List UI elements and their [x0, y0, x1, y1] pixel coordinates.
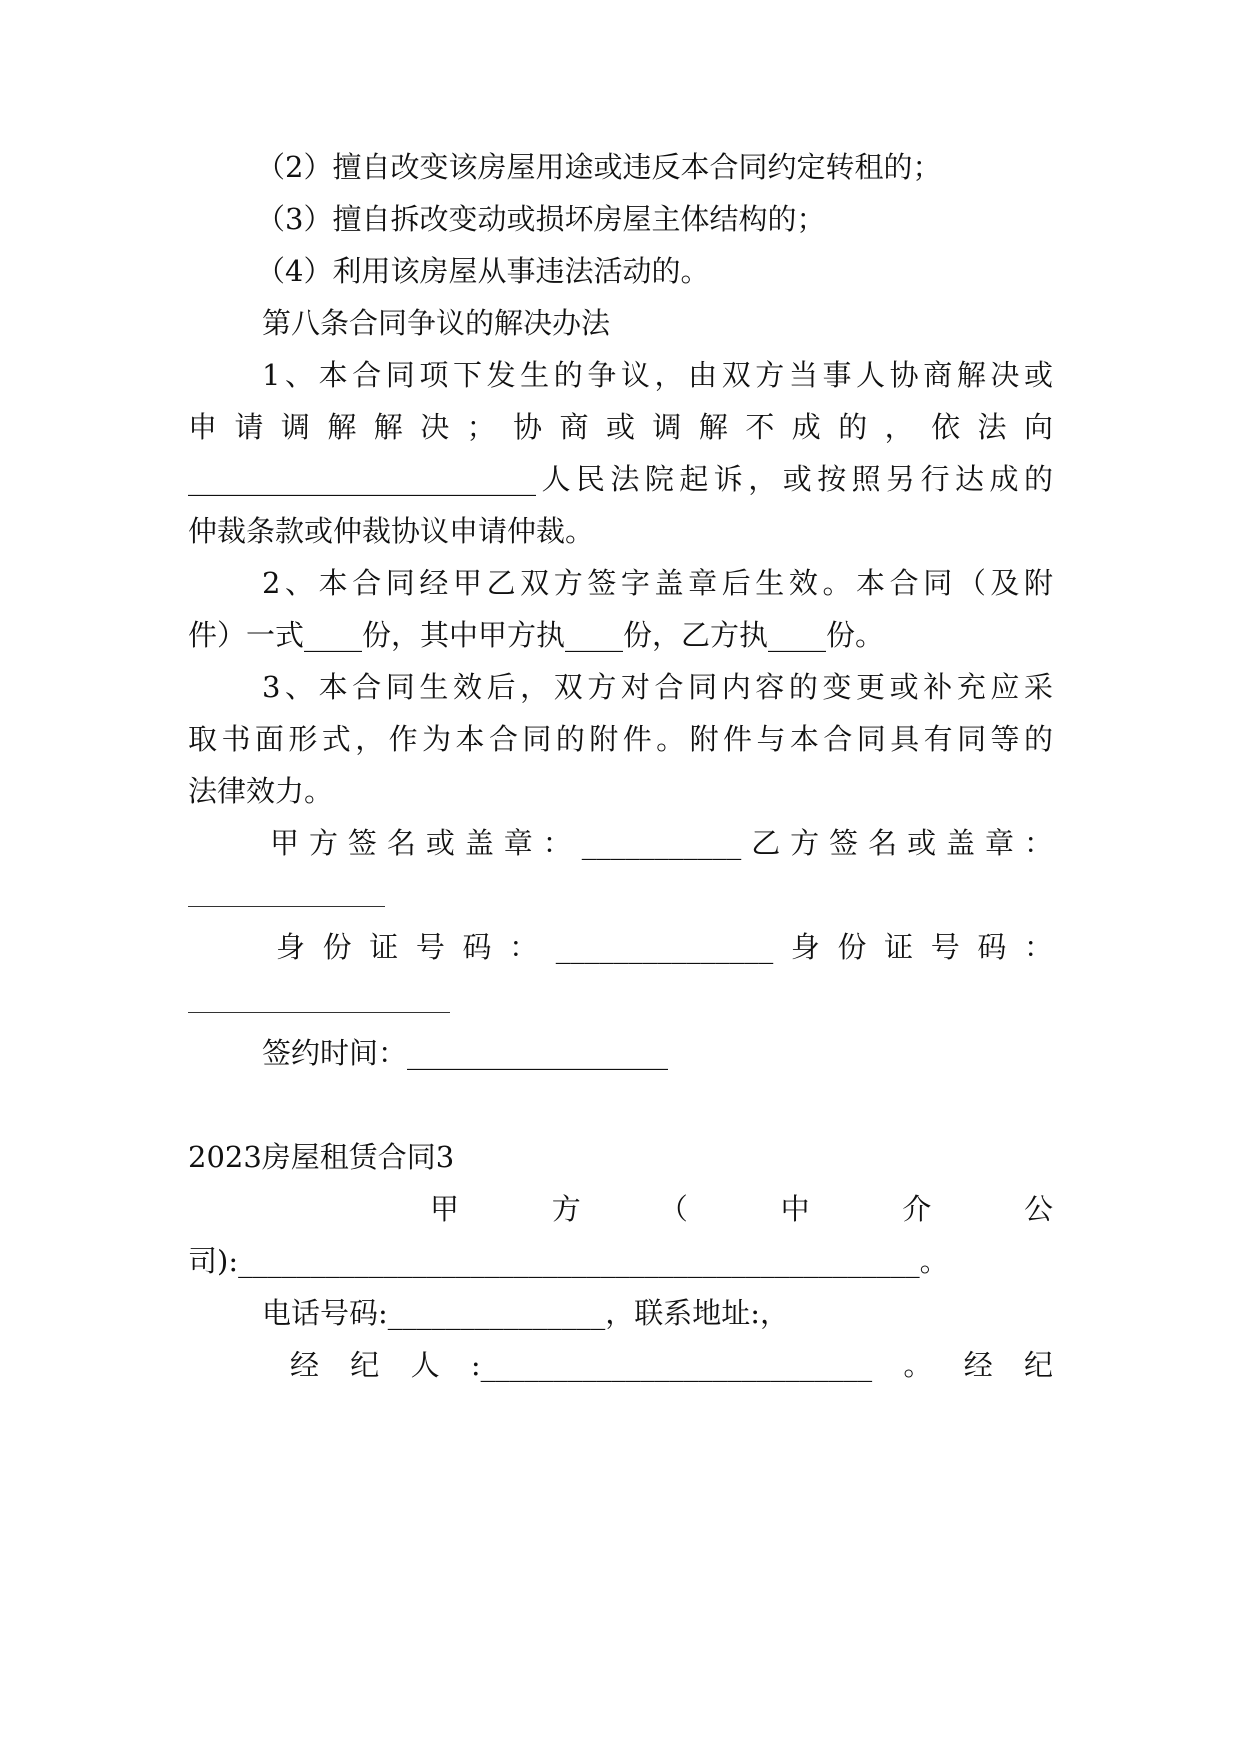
signature-line: 甲方签名或盖章：___________乙方签名或盖章：: [270, 826, 1053, 860]
dispute-para-line-4: 仲裁条款或仲裁协议申请仲裁。: [188, 514, 595, 548]
party-a-line-1: 甲 方 （ 中 介 公: [430, 1192, 1053, 1226]
dispute-para-line-2: 申请调解解决；协商或调解不成的，依法向: [188, 410, 1053, 444]
signature-blank-rule: [188, 906, 385, 907]
effect-para-line-1: 2、本合同经甲乙双方签字盖章后生效。本合同（及附: [262, 566, 1053, 600]
id-number-line: 身份证号码：_______________身份证号码：: [276, 930, 1053, 964]
agent-line: 经纪人:___________________________。经纪: [290, 1348, 1053, 1382]
section-title: 2023房屋租赁合同3: [188, 1140, 455, 1174]
amend-para-line-2: 取书面形式，作为本合同的附件。附件与本合同具有同等的: [188, 722, 1053, 756]
party-a-line-2: 司):_______________________________________________。: [188, 1244, 949, 1278]
amend-para-line-3: 法律效力。: [188, 774, 334, 808]
phone-address-line: 电话号码:_______________，联系地址:，: [262, 1296, 790, 1330]
clause-4: （4）利用该房屋从事违法活动的。: [256, 254, 710, 288]
dispute-para-line-1: 1、本合同项下发生的争议，由双方当事人协商解决或: [262, 358, 1053, 392]
clause-2: （2）擅自改变该房屋用途或违反本合同约定转租的；: [256, 150, 942, 184]
signing-date-line: 签约时间：__________________: [262, 1036, 669, 1070]
clause-3: （3）擅自拆改变动或损坏房屋主体结构的；: [256, 202, 826, 236]
article-8-heading: 第八条合同争议的解决办法: [262, 306, 611, 340]
effect-para-line-2: 件）一式____份，其中甲方执____份，乙方执____份。: [188, 618, 885, 652]
dispute-para-line-3: ________________________人民法院起诉，或按照另行达成的: [188, 462, 1053, 496]
id-number-blank-rule: [188, 1012, 450, 1013]
amend-para-line-1: 3、本合同生效后，双方对合同内容的变更或补充应采: [262, 670, 1053, 704]
